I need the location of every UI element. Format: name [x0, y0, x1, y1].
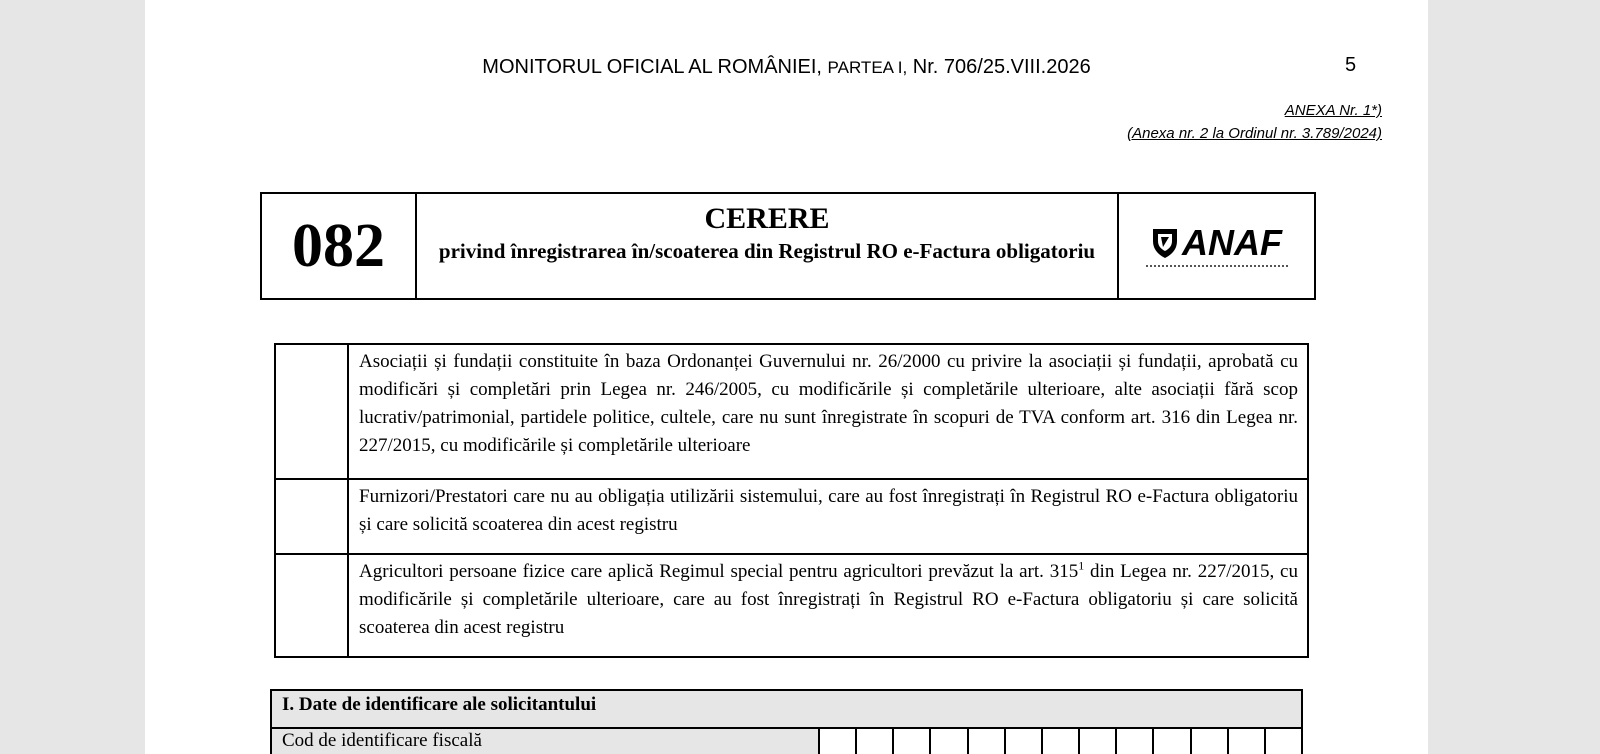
option-text: Furnizori/Prestatori care nu au obligația utilizării sistemului, care au fost înregistrați în Registrul RO e-Factura obligatoriu și care solicită scoaterea din acest registru [348, 479, 1308, 554]
form-title: CERERE [704, 202, 830, 235]
gazette-issue: Nr. 706/25.VIII.2026 [912, 56, 1091, 78]
cif-label: Cod de identificare fiscală [272, 729, 820, 754]
option-row [275, 554, 1308, 657]
form-subtitle: privind înregistrarea în/scoaterea din Registrul RO e-Factura obligatoriu [438, 239, 1096, 263]
annex-order-reference: (Anexa nr. 2 la Ordinul nr. 3.789/2024) [1127, 125, 1382, 142]
cif-digit-box[interactable] [1266, 729, 1301, 754]
article-superscript: 1 [1078, 558, 1085, 573]
gazette-header [145, 56, 1428, 79]
form-title-cell [417, 194, 1119, 298]
cif-digit-box[interactable] [1117, 729, 1154, 754]
cif-digit-box[interactable] [1154, 729, 1191, 754]
cif-digit-box[interactable] [1192, 729, 1229, 754]
cif-digit-box[interactable] [1043, 729, 1080, 754]
cif-digit-box[interactable] [1229, 729, 1266, 754]
option-row [275, 344, 1308, 479]
logo-text: ANAF [1182, 221, 1282, 263]
cif-digit-box[interactable] [857, 729, 894, 754]
cif-input-boxes [820, 729, 1301, 754]
gazette-title: MONITORUL OFICIAL AL ROMÂNIEI, [482, 56, 822, 78]
form-header-box [260, 192, 1316, 300]
cif-digit-box[interactable] [820, 729, 857, 754]
shield-icon [1151, 227, 1179, 259]
logo-tagline [1146, 265, 1288, 271]
annex-reference: ANEXA Nr. 1*) [1284, 102, 1382, 119]
option-checkbox[interactable] [275, 479, 348, 554]
option-text-part: din Legea nr. 227/2015, cu modificările și completările ulterioare, care au fost înregistrați în Registrul RO e-Factura obligatoriu și care solicită scoaterea din acest registru [359, 561, 1298, 638]
option-text-part: Agricultori persoane fizice care aplică Regimul special pentru agricultori prevăzut la art. 315 [359, 561, 1079, 582]
cif-digit-box[interactable] [931, 729, 968, 754]
form-code: 082 [262, 194, 417, 298]
cif-digit-box[interactable] [969, 729, 1006, 754]
document-page [145, 0, 1428, 754]
options-table [274, 343, 1309, 658]
section-title: I. Date de identificare ale solicitantului [272, 691, 1301, 729]
option-text: Asociații și fundații constituite în baza Ordonanței Guvernului nr. 26/2000 cu privire la asociații și fundații, aprobată cu modificări și completări prin Legea nr. 246/2005, cu modificările și completările ulterioare, alte asociații fără scop lucrativ/patrimonial, partidele politice, cultele, care nu sunt înregistrate în scopuri de TVA conform art. 316 din Legea nr. 227/2015, cu modificările și completările ulterioare [348, 344, 1308, 479]
option-row [275, 479, 1308, 554]
option-text [348, 554, 1308, 657]
option-checkbox[interactable] [275, 554, 348, 657]
cif-digit-box[interactable] [1080, 729, 1117, 754]
gazette-part: PARTEA I, [827, 58, 908, 77]
cif-row [272, 729, 1301, 754]
cif-digit-box[interactable] [894, 729, 931, 754]
cif-digit-box[interactable] [1006, 729, 1043, 754]
anaf-logo [1119, 194, 1314, 298]
section-identification [270, 689, 1303, 754]
page-number: 5 [1345, 54, 1357, 76]
option-checkbox[interactable] [275, 344, 348, 479]
